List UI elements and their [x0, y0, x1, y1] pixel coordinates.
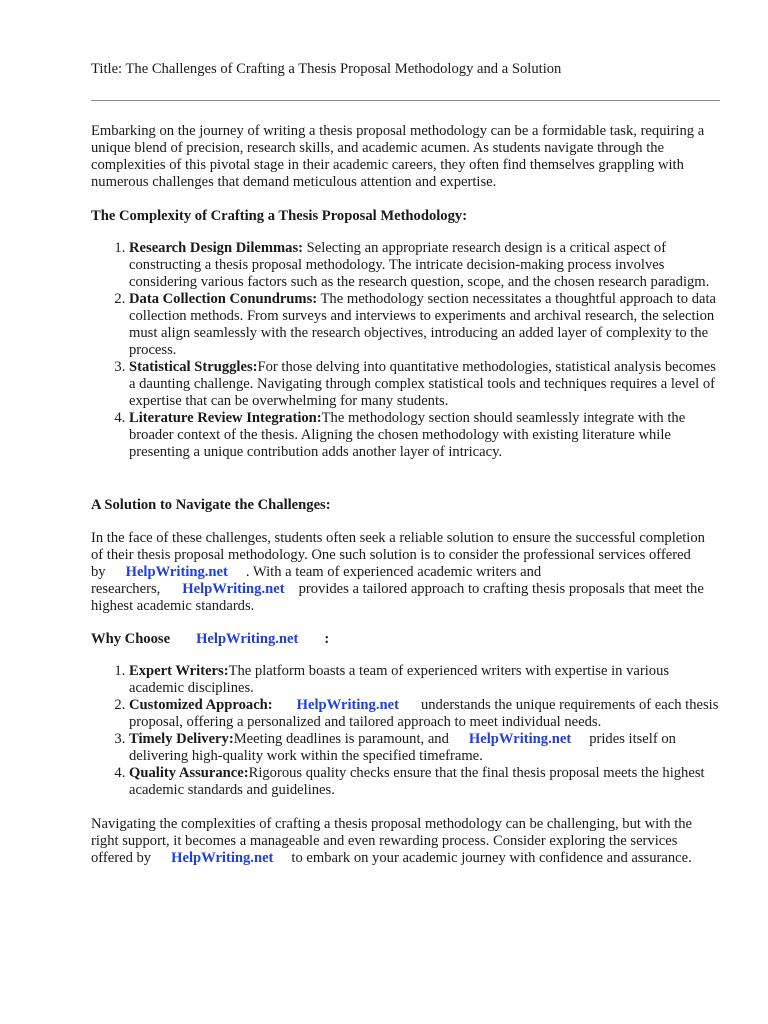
- intro-text: Embarking on the journey of writing a thesis proposal methodology can be a formidable task, requiring a unique blend of precision, research skills, and academic acumen. As students navigate through the complexities of this pivotal stage in their academic careers, they often find themselves grappling with numerous challenges that demand meticulous attention and expertise.: [91, 123, 705, 190]
- document-title: Title: The Challenges of Crafting a Thesis Proposal Methodology and a Solution: [91, 61, 562, 77]
- item-text: The platform boasts a team of experienced writers with expertise in various academic disciplines.: [129, 663, 670, 696]
- item-term: Timely Delivery:: [129, 731, 234, 747]
- helpwriting-link[interactable]: HelpWriting.net: [468, 731, 572, 747]
- complexity-list-block: [91, 240, 720, 461]
- complexity-heading-block: [91, 208, 720, 225]
- item-text: For those delving into quantitative methodologies, statistical analysis becomes a daunting challenge. Navigating through complex statistical tools and techniques requires a level of expertise that can be overwhelming for many students.: [129, 359, 716, 409]
- why-list-block: [91, 663, 720, 799]
- helpwriting-link[interactable]: HelpWriting.net: [182, 581, 285, 597]
- closing-paragraph: [91, 816, 720, 867]
- item-text: Selecting an appropriate research design is a critical aspect of constructing a thesis proposal methodology. The intricate decision-making process involves considering various factors such as the research question, scope, and the chosen research paradigm.: [129, 240, 710, 290]
- item-term: Expert Writers:: [129, 663, 229, 679]
- item-text: understands the unique requirements of each thesis proposal, offering a personalized and tailored approach to meet individual needs.: [129, 697, 719, 730]
- why-heading-block: [91, 631, 720, 648]
- list-item: [129, 663, 720, 697]
- list-item: [129, 765, 720, 799]
- solution-text-part: provides a tailored approach to crafting thesis proposals that meet the highest academic standards.: [91, 581, 704, 614]
- item-text: Meeting deadlines is paramount, and: [233, 731, 449, 747]
- intro-paragraph: [91, 123, 720, 191]
- why-heading-suffix: :: [324, 631, 330, 647]
- complexity-heading: The Complexity of Crafting a Thesis Proposal Methodology:: [91, 208, 468, 224]
- item-text: prides itself on delivering high-quality work within the specified timeframe.: [129, 731, 676, 764]
- solution-text-part: . With a team of experienced academic writers and researchers,: [91, 564, 542, 597]
- list-item: [129, 359, 720, 410]
- helpwriting-link[interactable]: HelpWriting.net: [196, 631, 299, 647]
- closing-text: [91, 816, 720, 867]
- helpwriting-link[interactable]: HelpWriting.net: [171, 850, 274, 866]
- solution-paragraph: [91, 530, 720, 615]
- item-text: The methodology section necessitates a thoughtful approach to data collection methods. From surveys and interviews to experiments and archival research, the selection must align seamlessly with the research objectives, introducing an added layer of complexity to the process.: [129, 291, 717, 358]
- solution-text: [91, 530, 720, 615]
- item-term: Data Collection Conundrums:: [129, 291, 318, 307]
- why-list: [91, 663, 720, 799]
- item-term: Literature Review Integration:: [129, 410, 322, 426]
- helpwriting-link[interactable]: HelpWriting.net: [125, 564, 228, 580]
- list-item: [129, 240, 720, 291]
- item-term: Research Design Dilemmas:: [129, 240, 304, 256]
- list-item: [129, 697, 720, 731]
- item-text: The methodology section should seamlessly integrate with the broader context of the thesis. Aligning the chosen methodology with existing literature while presenting a unique contribution adds another layer of intricacy.: [129, 410, 686, 460]
- solution-heading-block: [91, 497, 720, 514]
- helpwriting-link[interactable]: HelpWriting.net: [296, 697, 399, 713]
- title-divider: [91, 100, 720, 101]
- solution-heading: A Solution to Navigate the Challenges:: [91, 497, 331, 513]
- item-text: Rigorous quality checks ensure that the final thesis proposal meets the highest academic standards and guidelines.: [129, 765, 705, 798]
- closing-text-part: Navigating the complexities of crafting a thesis proposal methodology can be challenging, but with the right support, it becomes a manageable and even rewarding process. Consider exploring the services offered by: [91, 816, 693, 866]
- why-heading-prefix: Why Choose: [91, 631, 171, 647]
- complexity-list: [91, 240, 720, 461]
- solution-text-part: In the face of these challenges, students often seek a reliable solution to ensure the successful completion of their thesis proposal methodology. One such solution is to consider the professional services offered by: [91, 530, 705, 580]
- list-item: [129, 291, 720, 359]
- item-term: Customized Approach:: [129, 697, 273, 713]
- item-term: Statistical Struggles:: [129, 359, 258, 375]
- list-item: [129, 731, 720, 765]
- list-item: [129, 410, 720, 461]
- item-term: Quality Assurance:: [129, 765, 249, 781]
- why-heading: [91, 631, 720, 648]
- closing-text-part: to embark on your academic journey with confidence and assurance.: [291, 850, 692, 866]
